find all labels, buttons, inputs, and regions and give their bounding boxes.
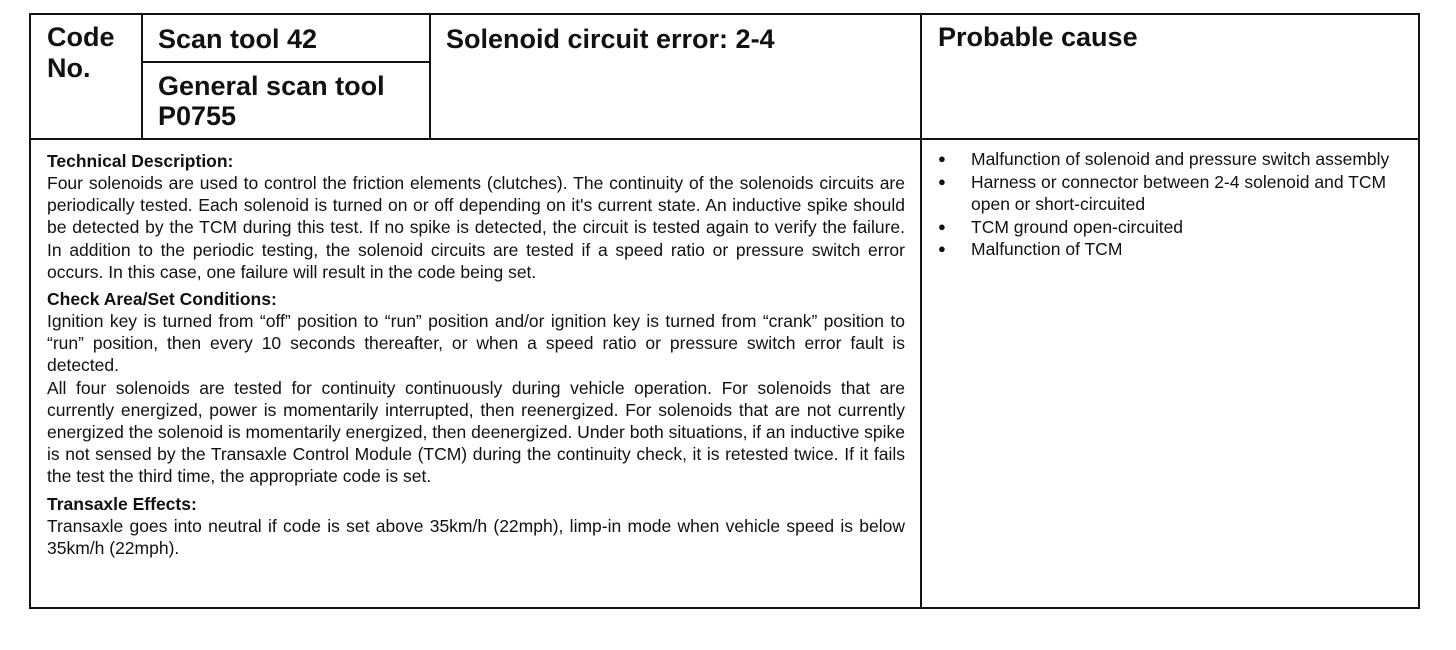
check-area-text-1: Ignition key is turned from “off” position to “run” position and/or ignition key is turned from “crank” position to “run” position, then every 10 seconds thereafter, or when a speed ratio or pressure switch error fault is detected.: [47, 311, 905, 376]
technical-description-section: [47, 150, 905, 283]
description-panel: [47, 150, 905, 564]
divider-header-body: [29, 138, 1420, 140]
cause-item: ● TCM ground open-circuited: [938, 216, 1408, 239]
cause-item: ● Malfunction of solenoid and pressure switch assembly: [938, 148, 1408, 171]
divider-scan-rows: [141, 61, 431, 63]
divider-cause-col: [920, 13, 922, 609]
general-scan-tool-label: General scan tool P0755: [158, 71, 385, 131]
technical-description-text: Four solenoids are used to control the friction elements (clutches). The continuity of the solenoids circuits are periodically tested. Each solenoid is turned on or off depending on it's current state. An inductive spike should be detected by the TCM during this test. If no spike is detected, the circuit is tested again to verify the failure. In addition to the periodic testing, the solenoid circuits are tested if a speed ratio or pressure switch error occurs. In this case, one failure will result in the code being set.: [47, 173, 905, 282]
probable-cause-list: [938, 148, 1408, 261]
cause-item: ● Harness or connector between 2-4 solenoid and TCM open or short-circuited: [938, 171, 1408, 216]
divider-scan-col: [429, 13, 431, 140]
scan-tool-42-label: Scan tool 42: [158, 24, 318, 54]
transaxle-effects-text: Transaxle goes into neutral if code is set above 35km/h (22mph), limp-in mode when vehicle speed is below 35km/h (22mph).: [47, 515, 905, 558]
check-area-section: [47, 288, 905, 488]
check-area-text-2: All four solenoids are tested for continuity continuously during vehicle operation. For solenoids that are currently energized, power is momentarily interrupted, then reenergized. For solenoids that are not currently energized the solenoid is momentarily energized, then deenergized. Under both situations, if an inductive spike is not sensed by the Transaxle Control Module (TCM) during the continuity check, it is retested twice. If it fails the test the third time, the appropriate code is set.: [47, 377, 906, 487]
probable-cause-heading: Probable cause: [938, 22, 1138, 52]
technical-description-heading: Technical Description:: [47, 151, 234, 171]
divider-code-col: [141, 13, 143, 140]
cause-item: ● Malfunction of TCM: [938, 238, 1408, 261]
code-no-label: Code No.: [47, 22, 115, 83]
error-title: Solenoid circuit error: 2-4: [446, 24, 775, 54]
transaxle-effects-heading: Transaxle Effects:: [47, 493, 197, 514]
check-area-heading: Check Area/Set Conditions:: [47, 289, 277, 310]
transaxle-effects-section: [47, 493, 905, 559]
